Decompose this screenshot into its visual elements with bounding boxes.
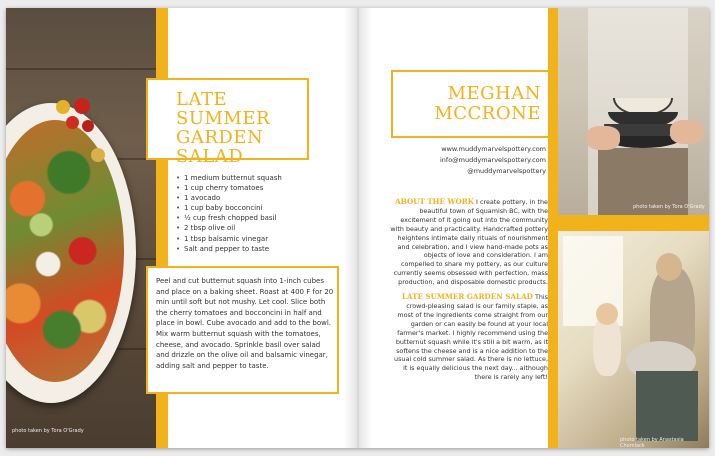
right-page <box>358 8 709 448</box>
studio-photo <box>558 231 709 448</box>
article-body <box>390 198 548 388</box>
salad-photo-credit: photo taken by Tora O'Grady <box>12 428 84 434</box>
author-name: MEGHAN MCCRONE <box>434 83 541 124</box>
recipe-title: LATE SUMMER GARDEN SALAD <box>176 89 271 167</box>
contact-info <box>418 144 546 177</box>
salad-photo <box>6 8 156 448</box>
studio-photo-credit: photo taken by Anastasia Chomlack <box>620 437 684 448</box>
website-link: www.muddymarvelspottery.com <box>441 145 546 153</box>
ingredient-list <box>176 173 346 254</box>
salad-paragraph: LATE SUMMER GARDEN SALAD This crowd-pleasing salad is our family staple, as most of the ingredients come straight from our garden or can easily be found at your local farmer's market. I highly recommend using the butternut squash while it's still a bit warm, as it softens the cheese and is a nice addition to the usual cold summer salad. As there is no lettuce, it is equally delicious the next day... although there is rarely any left! <box>394 292 548 382</box>
pottery-photo-credit: photo taken by Tora O'Grady <box>633 204 705 210</box>
method-text: Peel and cut butternut squash into 1-inch cubes and place on a baking sheet. Roast at 400 F for 20 min until soft but not mushy. Let cool. Slice both the cherry tomatoes and bocconcini in half and place in bowl. Cube avocado and add to the bowl. Mix warm butternut squash with the tomatoes, cheese, and avocado. Sprinkle basil over salad and drizzle on the olive oil and balsamic vinegar, adding salt and pepper to taste. <box>156 277 334 370</box>
ingredient-item: • 1 avocado <box>176 193 346 203</box>
author-name-box <box>391 70 551 138</box>
social-handle: @muddymarvelspottery <box>467 167 546 175</box>
recipe-title-box <box>146 78 309 167</box>
ingredient-item: • 1 medium butternut squash <box>176 173 346 183</box>
ingredient-item: • Salt and pepper to taste <box>176 244 346 254</box>
ingredient-item: • ½ cup fresh chopped basil <box>176 213 346 223</box>
about-paragraph: ABOUT THE WORK I create pottery, in the beautiful town of Squamish BC, with the excitement of it going out into the community with beauty and practicality. Handcrafted pottery heightens intimate daily rituals of nourishment and celebration, and I view hand-made pots as objects of love and consideration. I am compelled to share my pottery, as our culture currently seems obsessed with perfection, mass production, and disposable domestic products. <box>390 197 548 287</box>
left-page <box>6 8 358 448</box>
about-heading: ABOUT THE WORK <box>395 197 474 206</box>
pottery-photo <box>558 8 709 215</box>
accent-bar-right <box>548 8 558 448</box>
ingredient-item: • 1 tbsp balsamic vinegar <box>176 234 346 244</box>
ingredient-item: • 1 cup cherry tomatoes <box>176 183 346 193</box>
magazine-spread <box>6 8 709 448</box>
photo-divider <box>558 215 709 231</box>
email-link: info@muddymarvelspottery.com <box>439 156 546 164</box>
ingredient-item: • 1 cup baby bocconcini <box>176 203 346 213</box>
salad-heading: LATE SUMMER GARDEN SALAD <box>401 292 533 302</box>
ingredient-item: • 2 tbsp olive oil <box>176 223 346 233</box>
method-box <box>146 266 339 394</box>
